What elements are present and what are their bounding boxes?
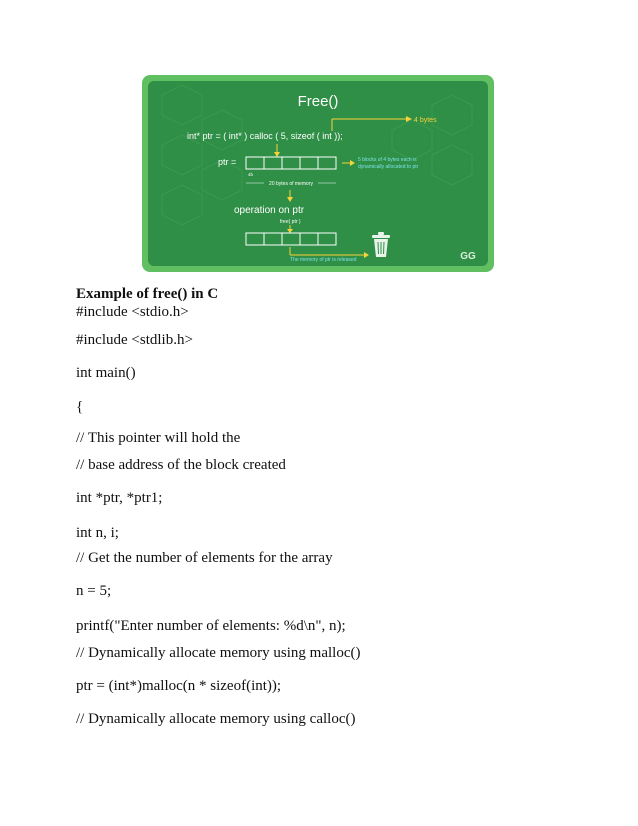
code-line: // Dynamically allocate memory using calloc(): [76, 711, 356, 727]
code-line: // This pointer will hold the: [76, 430, 241, 446]
logo: GG: [460, 251, 476, 262]
free-call-label: free( ptr ): [280, 219, 301, 225]
code-line: ptr = (int*)malloc(n * sizeof(int));: [76, 678, 282, 694]
ptr-label: ptr =: [218, 157, 237, 167]
code-line: #include <stdlib.h>: [76, 332, 193, 348]
figure-title: Free(): [297, 93, 339, 110]
code-line: printf("Enter number of elements: %d\n", n);: [76, 618, 346, 634]
blocks-note-line2: dynamically allocated to ptr: [358, 164, 419, 170]
figure-code-line: int* ptr = ( int* ) calloc ( 5, sizeof ( int ));: [187, 131, 343, 141]
code-line: // Dynamically allocate memory using malloc(): [76, 645, 361, 661]
operation-label: operation on ptr: [234, 205, 305, 216]
code-line: int main(): [76, 365, 136, 381]
code-line: // Get the number of elements for the array: [76, 550, 333, 566]
blocks-note-line1: 5 blocks of 4 bytes each is: [358, 157, 417, 163]
code-line: int n, i;: [76, 525, 119, 541]
small-4b-label: 4b: [248, 172, 254, 177]
twenty-bytes-label: 20 bytes of memory: [269, 181, 313, 187]
code-line: int *ptr, *ptr1;: [76, 490, 163, 506]
four-bytes-label: 4 bytes: [414, 117, 437, 124]
code-line: // base address of the block created: [76, 457, 286, 473]
released-note: The memory of ptr is released: [290, 257, 357, 263]
code-line: {: [76, 399, 84, 415]
section-heading: Example of free() in C: [76, 286, 219, 302]
code-line: #include <stdio.h>: [76, 304, 189, 320]
code-line: n = 5;: [76, 583, 112, 599]
